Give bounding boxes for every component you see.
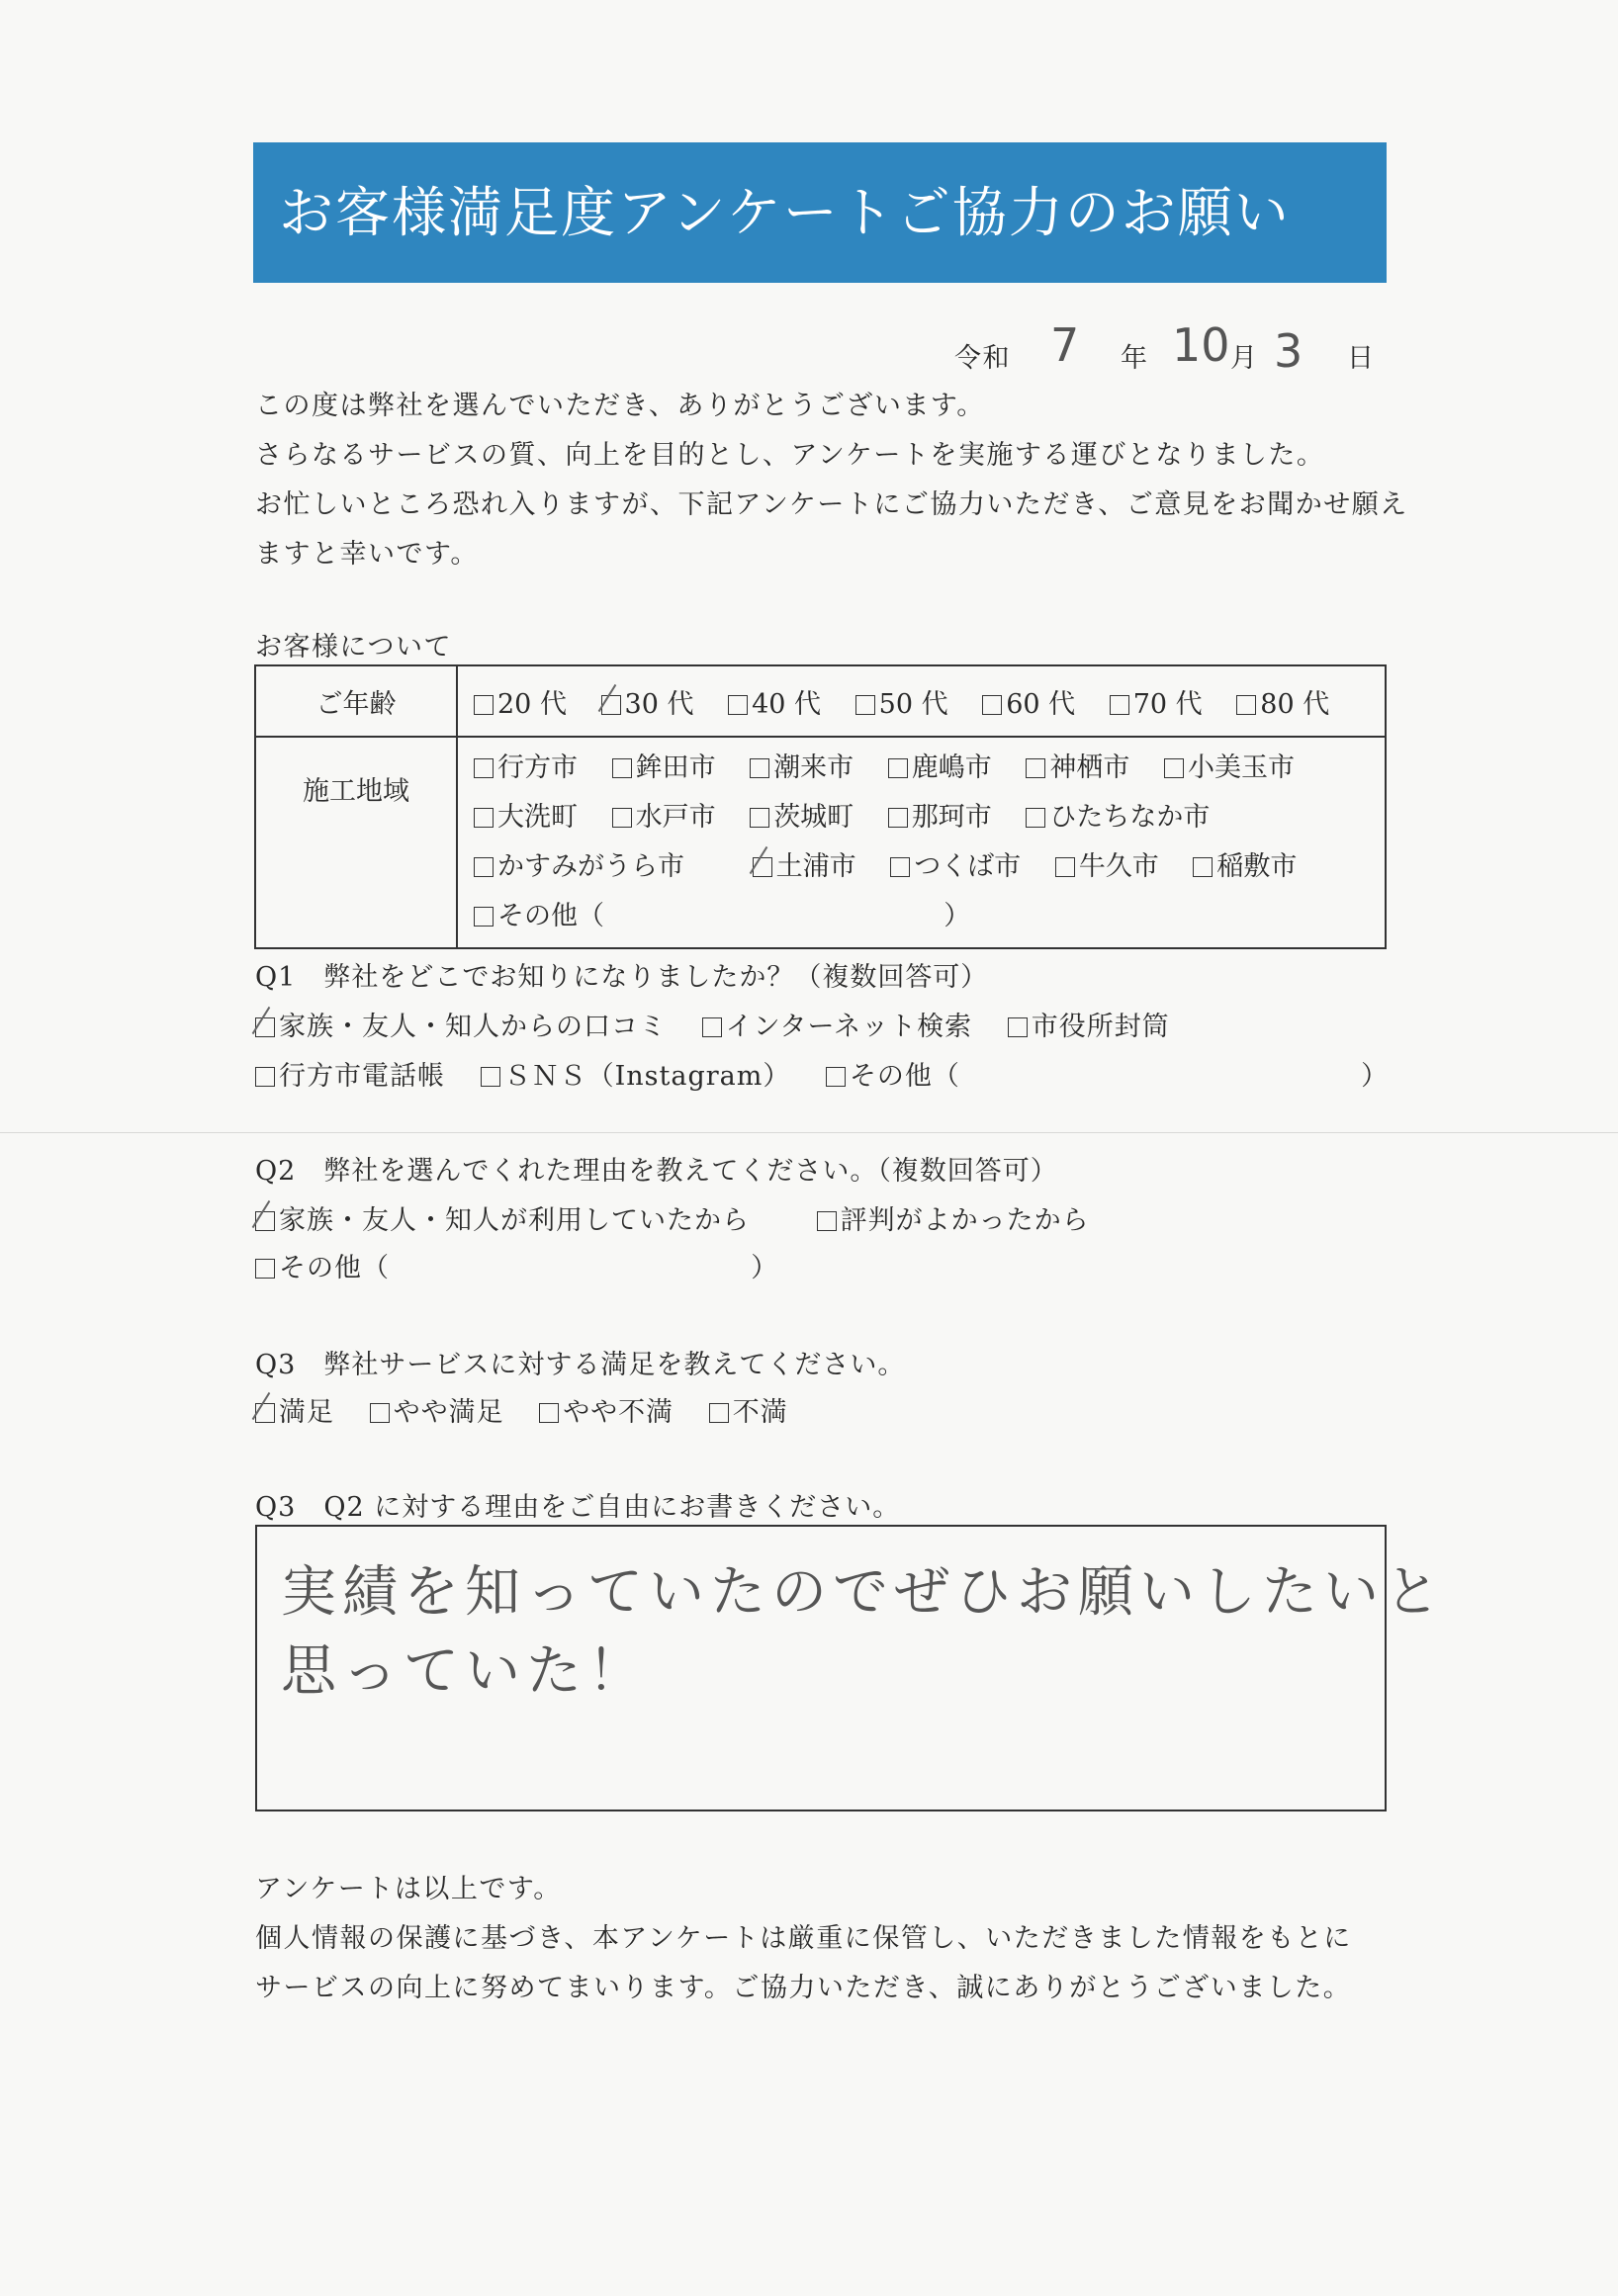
checkbox[interactable]: [709, 1403, 729, 1423]
age-options: [457, 665, 1386, 737]
intro-line-2: さらなるサービスの質、向上を目的とし、アンケートを実施する運びとなりました。: [255, 440, 1325, 471]
intro-line-3: お忙しいところ恐れ入りますが、下記アンケートにご協力いただき、ご意見をお聞かせ願え: [255, 489, 1408, 520]
checkbox[interactable]: [1193, 857, 1213, 877]
area-other-close: ）: [944, 901, 971, 931]
paper-fold-line: [0, 1132, 1618, 1133]
q3-option-somewhat-dissatisfied[interactable]: やや不満: [539, 1390, 674, 1429]
date-day-unit: 日: [1347, 343, 1376, 374]
checkbox[interactable]: [855, 695, 875, 715]
area-row-1: [474, 744, 1384, 793]
free-answer-box[interactable]: [255, 1525, 1446, 1811]
checkbox[interactable]: [612, 758, 632, 778]
checkbox[interactable]: [474, 695, 494, 715]
q1-other-close: ）: [1361, 1061, 1390, 1092]
age-option-50s[interactable]: 50 代: [855, 682, 948, 721]
intro-line-1: この度は弊社を選んでいただき、ありがとうございます。: [255, 391, 985, 421]
customer-heading: お客様について: [255, 632, 452, 662]
area-option[interactable]: 鉾田市: [612, 744, 716, 793]
intro-line-4: ますと幸いです。: [255, 539, 479, 570]
q2-other-close: ）: [751, 1253, 779, 1283]
age-option-70s[interactable]: 70 代: [1110, 682, 1203, 721]
area-options: [457, 737, 1386, 948]
checkbox[interactable]: [255, 1259, 275, 1279]
checkbox[interactable]: [1008, 1017, 1028, 1037]
checkbox[interactable]: [481, 1067, 500, 1087]
area-option[interactable]: 行方市: [474, 744, 578, 793]
age-option-40s[interactable]: 40 代: [728, 682, 821, 721]
checkbox-checked[interactable]: [255, 1403, 275, 1423]
closing-line-1: アンケートは以上です。: [255, 1874, 562, 1904]
q2-options-row-2: [255, 1246, 778, 1284]
q2-option-family-used[interactable]: 家族・友人・知人が利用していたから: [255, 1198, 750, 1237]
checkbox-checked[interactable]: [601, 695, 621, 715]
checkbox[interactable]: [1026, 758, 1045, 778]
checkbox[interactable]: [750, 808, 769, 828]
q3-option-somewhat-satisfied[interactable]: やや満足: [370, 1390, 504, 1429]
date-month-handwritten: 10: [1172, 318, 1230, 372]
q1-option-other[interactable]: その他（: [826, 1054, 960, 1093]
area-option[interactable]: ひたちなか市: [1026, 793, 1210, 842]
q1-option-sns[interactable]: ＳＮＳ（Instagram）: [481, 1054, 791, 1093]
checkbox[interactable]: [826, 1067, 846, 1087]
age-option-20s[interactable]: 20 代: [474, 682, 567, 721]
checkbox-checked[interactable]: [255, 1017, 275, 1037]
q1-option-city-envelope[interactable]: 市役所封筒: [1008, 1005, 1170, 1043]
checkbox[interactable]: [888, 808, 908, 828]
checkbox[interactable]: [702, 1017, 722, 1037]
checkbox[interactable]: [1055, 857, 1075, 877]
q3-options: [255, 1390, 814, 1429]
checkbox[interactable]: [370, 1403, 390, 1423]
area-option[interactable]: 鹿嶋市: [888, 744, 992, 793]
checkbox[interactable]: [890, 857, 910, 877]
q1-option-word-of-mouth[interactable]: 家族・友人・知人からの口コミ: [255, 1005, 667, 1043]
area-option[interactable]: 大洗町: [474, 793, 578, 842]
checkbox[interactable]: [728, 695, 748, 715]
area-option[interactable]: 小美玉市: [1164, 744, 1295, 793]
q3-question: Q3 弊社サービスに対する満足を教えてください。: [255, 1350, 906, 1380]
area-row-3: [474, 842, 1384, 892]
area-label: 施工地域: [255, 737, 457, 948]
area-row-2: [474, 793, 1384, 842]
checkbox[interactable]: [750, 758, 769, 778]
handwritten-answer-line-2: 思っていた！: [281, 1639, 649, 1704]
date-month-unit: 月: [1230, 343, 1259, 374]
q4-question: Q3 Q2 に対する理由をご自由にお書きください。: [255, 1492, 901, 1523]
area-option[interactable]: かすみがうら市: [474, 842, 684, 892]
q2-option-other[interactable]: その他（: [255, 1246, 390, 1284]
handwritten-answer-line-1: 実績を知っていたのでぜひお願いしたいと: [281, 1560, 1446, 1625]
checkbox-checked[interactable]: [753, 857, 772, 877]
q2-option-reputation[interactable]: 評判がよかったから: [817, 1198, 1090, 1237]
area-row-4: [474, 892, 1384, 941]
closing-line-2: 個人情報の保護に基づき、本アンケートは厳重に保管し、いただきました情報をもとに: [255, 1923, 1352, 1954]
checkbox[interactable]: [474, 907, 494, 927]
q1-options-row-1: [255, 1005, 1196, 1043]
q1-option-phonebook[interactable]: 行方市電話帳: [255, 1054, 445, 1093]
survey-title: お客様満足度アンケートご協力のお願い: [253, 142, 1387, 283]
area-option-tsuchiura[interactable]: 土浦市: [753, 842, 856, 892]
q2-options-row-1: [255, 1198, 1116, 1237]
age-option-30s[interactable]: 30 代: [601, 682, 694, 721]
checkbox[interactable]: [474, 808, 494, 828]
date-day-handwritten: 3: [1274, 324, 1303, 378]
area-option[interactable]: 那珂市: [888, 793, 992, 842]
checkbox[interactable]: [1026, 808, 1045, 828]
checkbox[interactable]: [612, 808, 632, 828]
q1-question: Q1 弊社をどこでお知りになりましたか？（複数回答可）: [255, 962, 989, 993]
checkbox[interactable]: [1164, 758, 1184, 778]
date-era: 令和: [954, 343, 1011, 374]
checkbox[interactable]: [539, 1403, 559, 1423]
q2-question: Q2 弊社を選んでくれた理由を教えてください。（複数回答可）: [255, 1156, 1058, 1187]
checkbox[interactable]: [1236, 695, 1256, 715]
area-option[interactable]: 牛久市: [1055, 842, 1159, 892]
age-label: ご年齢: [255, 665, 457, 737]
q3-option-dissatisfied[interactable]: 不満: [709, 1390, 788, 1429]
customer-info-table: [254, 664, 1387, 949]
checkbox[interactable]: [474, 758, 494, 778]
checkbox[interactable]: [474, 857, 494, 877]
q3-option-satisfied[interactable]: 満足: [255, 1390, 334, 1429]
checkbox[interactable]: [982, 695, 1002, 715]
checkbox-checked[interactable]: [255, 1211, 275, 1231]
area-option-other[interactable]: その他（: [474, 892, 604, 941]
area-option[interactable]: 潮来市: [750, 744, 854, 793]
area-option[interactable]: 神栖市: [1026, 744, 1129, 793]
checkbox[interactable]: [255, 1067, 275, 1087]
date-year-handwritten: 7: [1050, 318, 1080, 372]
area-option[interactable]: つくば市: [890, 842, 1021, 892]
age-option-80s[interactable]: 80 代: [1236, 682, 1329, 721]
area-option[interactable]: 茨城町: [750, 793, 854, 842]
checkbox[interactable]: [817, 1211, 837, 1231]
q1-option-internet[interactable]: インターネット検索: [702, 1005, 973, 1043]
q1-options-row-2: [255, 1054, 1389, 1093]
checkbox[interactable]: [888, 758, 908, 778]
area-option[interactable]: 稲敷市: [1193, 842, 1297, 892]
age-option-60s[interactable]: 60 代: [982, 682, 1075, 721]
closing-line-3: サービスの向上に努めてまいります。ご協力いただき、誠にありがとうございました。: [255, 1973, 1352, 2003]
checkbox[interactable]: [1110, 695, 1129, 715]
date-year-unit: 年: [1121, 343, 1149, 374]
area-option[interactable]: 水戸市: [612, 793, 716, 842]
